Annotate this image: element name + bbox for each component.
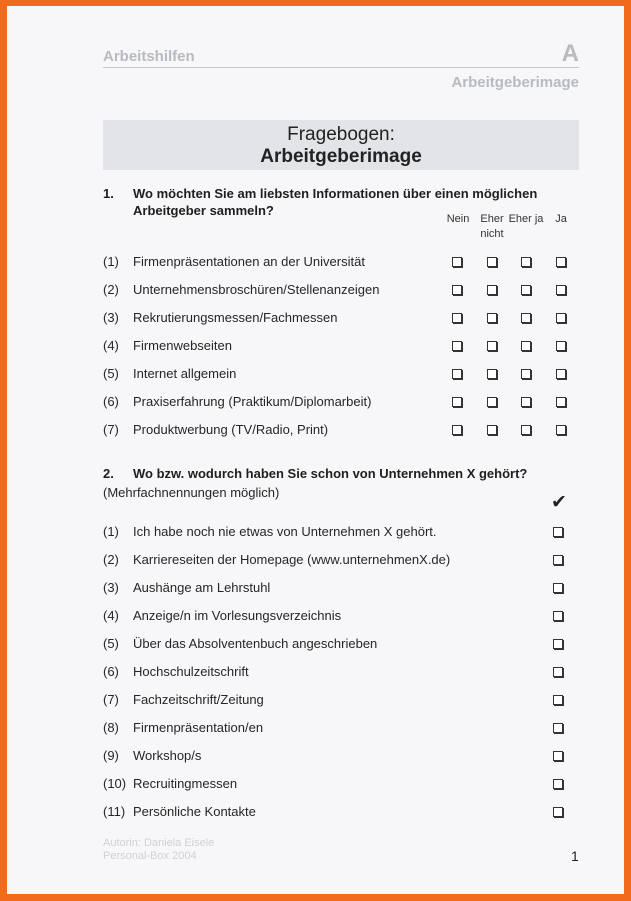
checkbox-eher-ja[interactable] bbox=[521, 313, 531, 323]
header-rule bbox=[103, 67, 579, 68]
checkbox[interactable] bbox=[553, 723, 563, 733]
question-text: Wo möchten Sie am liebsten Informationen über einen möglichen Arbeitgeber sammeln? bbox=[133, 186, 538, 218]
row-index: (5) bbox=[103, 636, 119, 651]
list-item bbox=[103, 578, 583, 598]
row-label: Produktwerbung (TV/Radio, Print) bbox=[133, 422, 329, 437]
checkbox-ja[interactable] bbox=[556, 285, 566, 295]
checkbox-ja[interactable] bbox=[556, 341, 566, 351]
table-row bbox=[103, 280, 583, 300]
title-box bbox=[103, 120, 579, 170]
question-text: Wo bzw. wodurch haben Sie schon von Unternehmen X gehört? bbox=[133, 466, 528, 481]
row-index: (10) bbox=[103, 776, 127, 791]
row-label: Hochschulzeitschrift bbox=[133, 664, 249, 679]
row-label: Recruitingmessen bbox=[133, 776, 238, 791]
title-line2: Arbeitgeberimage bbox=[260, 146, 422, 167]
row-label: Fachzeitschrift/Zeitung bbox=[133, 692, 264, 707]
row-label: Unternehmensbroschüren/Stellenanzeigen bbox=[133, 282, 380, 297]
row-index: (7) bbox=[103, 692, 119, 707]
checkbox-eher-nicht[interactable] bbox=[487, 341, 497, 351]
row-index: (4) bbox=[103, 338, 119, 353]
checkbox-eher-ja[interactable] bbox=[521, 397, 531, 407]
header-letter: A bbox=[561, 40, 579, 67]
checkbox-nein[interactable] bbox=[452, 285, 462, 295]
row-label: Über das Absolventenbuch angeschrieben bbox=[133, 636, 378, 651]
row-label: Karriereseiten der Homepage (www.unternehmenX.de) bbox=[133, 552, 451, 567]
checkbox[interactable] bbox=[553, 807, 563, 817]
row-index: (3) bbox=[103, 310, 119, 325]
row-index: (11) bbox=[103, 804, 126, 819]
list-item bbox=[103, 550, 583, 570]
row-index: (6) bbox=[103, 664, 119, 679]
row-index: (2) bbox=[103, 552, 119, 567]
row-index: (1) bbox=[103, 524, 119, 539]
document-page bbox=[7, 6, 624, 894]
row-label: Aushänge am Lehrstuhl bbox=[133, 580, 271, 595]
footer-credits bbox=[103, 837, 214, 863]
row-label: Firmenpräsentationen an der Universität bbox=[133, 254, 365, 269]
checkbox-eher-ja[interactable] bbox=[521, 285, 531, 295]
row-label: Persönliche Kontakte bbox=[133, 804, 256, 819]
column-header-nein: Nein bbox=[446, 213, 470, 225]
row-index: (2) bbox=[103, 282, 119, 297]
checkbox-eher-ja[interactable] bbox=[521, 369, 531, 379]
row-label: Anzeige/n im Vorlesungsverzeichnis bbox=[133, 608, 342, 623]
checkbox-eher-ja[interactable] bbox=[521, 257, 531, 267]
list-item bbox=[103, 634, 583, 654]
row-index: (6) bbox=[103, 394, 119, 409]
page-number: 1 bbox=[571, 848, 579, 864]
column-header-ja: Ja bbox=[555, 213, 567, 225]
footer-source: Personal-Box 2004 bbox=[103, 850, 197, 862]
list-item bbox=[103, 802, 583, 822]
checkbox-nein[interactable] bbox=[452, 369, 462, 379]
list-item bbox=[103, 690, 583, 710]
checkbox-eher-nicht[interactable] bbox=[487, 257, 497, 267]
row-index: (4) bbox=[103, 608, 119, 623]
checkbox-ja[interactable] bbox=[556, 313, 566, 323]
checkbox-ja[interactable] bbox=[556, 257, 566, 267]
checkbox-nein[interactable] bbox=[452, 397, 462, 407]
checkbox-eher-nicht[interactable] bbox=[487, 425, 497, 435]
list-item bbox=[103, 718, 583, 738]
checkbox[interactable] bbox=[553, 583, 563, 593]
row-index: (5) bbox=[103, 366, 119, 381]
list-item bbox=[103, 774, 583, 794]
checkbox-nein[interactable] bbox=[452, 313, 462, 323]
checkbox-eher-ja[interactable] bbox=[521, 341, 531, 351]
table-row bbox=[103, 308, 583, 328]
question-number: 2. bbox=[103, 466, 114, 481]
checkbox-nein[interactable] bbox=[452, 341, 462, 351]
table-row bbox=[103, 420, 583, 440]
row-index: (7) bbox=[103, 422, 119, 437]
checkbox[interactable] bbox=[553, 555, 563, 565]
title-line1: Fragebogen: bbox=[287, 124, 395, 145]
row-label: Firmenwebseiten bbox=[133, 338, 232, 353]
checkbox-ja[interactable] bbox=[556, 369, 566, 379]
row-label: Praxiserfahrung (Praktikum/Diplomarbeit) bbox=[133, 394, 372, 409]
table-row bbox=[103, 252, 583, 272]
table-row bbox=[103, 364, 583, 384]
list-item bbox=[103, 746, 583, 766]
checkbox[interactable] bbox=[553, 527, 563, 537]
checkbox-eher-ja[interactable] bbox=[521, 425, 531, 435]
row-label: Ich habe noch nie etwas von Unternehmen X gehört. bbox=[133, 524, 437, 539]
checkbox[interactable] bbox=[553, 667, 563, 677]
table-row bbox=[103, 392, 583, 412]
checkbox-eher-nicht[interactable] bbox=[487, 397, 497, 407]
list-item bbox=[103, 522, 583, 542]
column-header-eher-nicht: Eher nicht bbox=[480, 213, 504, 240]
row-label: Firmenpräsentation/en bbox=[133, 720, 264, 735]
row-index: (3) bbox=[103, 580, 119, 595]
table-row bbox=[103, 336, 583, 356]
question-note: (Mehrfachnennungen möglich) bbox=[103, 485, 280, 500]
list-item bbox=[103, 662, 583, 682]
checkbox-eher-nicht[interactable] bbox=[487, 313, 497, 323]
header-section: Arbeitshilfen bbox=[103, 48, 195, 65]
question-number: 1. bbox=[103, 186, 114, 201]
checkbox-eher-nicht[interactable] bbox=[487, 369, 497, 379]
checkbox[interactable] bbox=[553, 611, 563, 621]
checkmark-icon: ✔ bbox=[551, 492, 567, 513]
checkbox-eher-nicht[interactable] bbox=[487, 285, 497, 295]
checkbox[interactable] bbox=[553, 751, 563, 761]
row-index: (1) bbox=[103, 254, 119, 269]
row-index: (9) bbox=[103, 748, 119, 763]
column-header-eher-ja: Eher ja bbox=[508, 213, 544, 225]
row-label: Internet allgemein bbox=[133, 366, 237, 381]
checkbox-ja[interactable] bbox=[556, 425, 566, 435]
header-subtitle: Arbeitgeberimage bbox=[451, 74, 579, 91]
row-label: Rekrutierungsmessen/Fachmessen bbox=[133, 310, 338, 325]
row-label: Workshop/s bbox=[133, 748, 202, 763]
checkbox[interactable] bbox=[553, 639, 563, 649]
checkbox[interactable] bbox=[553, 695, 563, 705]
row-index: (8) bbox=[103, 720, 119, 735]
list-item bbox=[103, 606, 583, 626]
checkbox-ja[interactable] bbox=[556, 397, 566, 407]
footer-author: Autorin: Daniela Eisele bbox=[103, 837, 215, 849]
checkbox[interactable] bbox=[553, 779, 563, 789]
checkbox-nein[interactable] bbox=[452, 425, 462, 435]
checkbox-nein[interactable] bbox=[452, 257, 462, 267]
